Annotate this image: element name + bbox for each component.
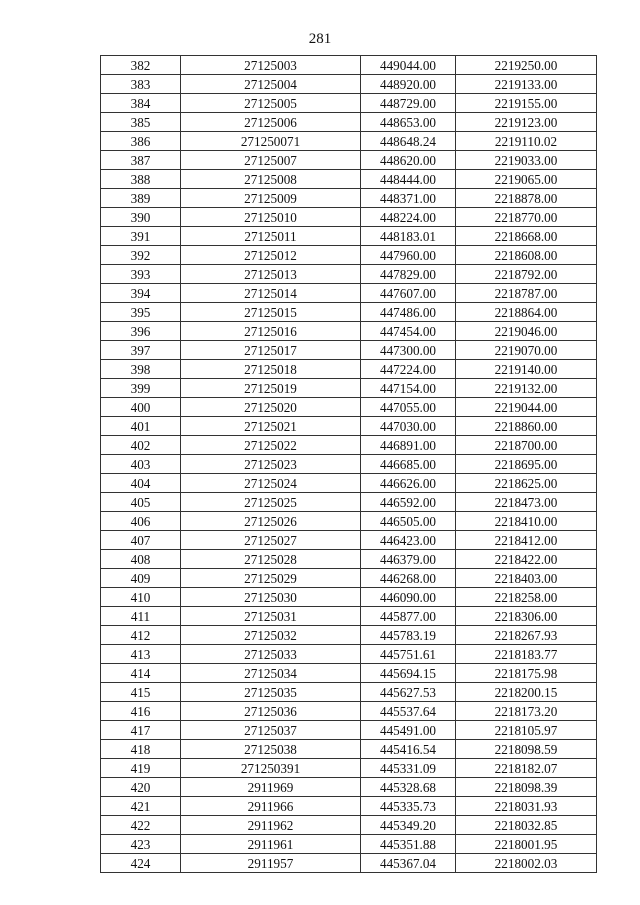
y-coordinate-cell: 2219155.00 xyxy=(456,94,597,113)
x-coordinate-cell: 448444.00 xyxy=(361,170,456,189)
point-code-cell: 2911962 xyxy=(181,816,361,835)
coordinates-table xyxy=(100,55,597,873)
y-coordinate-cell: 2219046.00 xyxy=(456,322,597,341)
point-code-cell: 27125019 xyxy=(181,379,361,398)
point-number-cell: 417 xyxy=(101,721,181,740)
table-row xyxy=(101,550,597,569)
table-row xyxy=(101,683,597,702)
x-coordinate-cell: 447055.00 xyxy=(361,398,456,417)
x-coordinate-cell: 446379.00 xyxy=(361,550,456,569)
x-coordinate-cell: 445877.00 xyxy=(361,607,456,626)
x-coordinate-cell: 447154.00 xyxy=(361,379,456,398)
x-coordinate-cell: 446685.00 xyxy=(361,455,456,474)
point-code-cell: 27125032 xyxy=(181,626,361,645)
point-number-cell: 404 xyxy=(101,474,181,493)
table-row xyxy=(101,417,597,436)
point-code-cell: 27125033 xyxy=(181,645,361,664)
point-code-cell: 27125023 xyxy=(181,455,361,474)
x-coordinate-cell: 447607.00 xyxy=(361,284,456,303)
point-code-cell: 27125005 xyxy=(181,94,361,113)
x-coordinate-cell: 447300.00 xyxy=(361,341,456,360)
point-code-cell: 27125026 xyxy=(181,512,361,531)
point-code-cell: 27125035 xyxy=(181,683,361,702)
x-coordinate-cell: 446423.00 xyxy=(361,531,456,550)
x-coordinate-cell: 446090.00 xyxy=(361,588,456,607)
point-number-cell: 383 xyxy=(101,75,181,94)
table-row xyxy=(101,436,597,455)
point-number-cell: 396 xyxy=(101,322,181,341)
point-code-cell: 27125010 xyxy=(181,208,361,227)
x-coordinate-cell: 445491.00 xyxy=(361,721,456,740)
point-number-cell: 401 xyxy=(101,417,181,436)
x-coordinate-cell: 446505.00 xyxy=(361,512,456,531)
table-row xyxy=(101,398,597,417)
point-code-cell: 271250391 xyxy=(181,759,361,778)
y-coordinate-cell: 2218032.85 xyxy=(456,816,597,835)
x-coordinate-cell: 446891.00 xyxy=(361,436,456,455)
point-number-cell: 390 xyxy=(101,208,181,227)
y-coordinate-cell: 2219132.00 xyxy=(456,379,597,398)
point-number-cell: 387 xyxy=(101,151,181,170)
table-row xyxy=(101,759,597,778)
point-code-cell: 2911969 xyxy=(181,778,361,797)
y-coordinate-cell: 2218098.59 xyxy=(456,740,597,759)
x-coordinate-cell: 447829.00 xyxy=(361,265,456,284)
table-row xyxy=(101,113,597,132)
point-code-cell: 27125011 xyxy=(181,227,361,246)
y-coordinate-cell: 2218625.00 xyxy=(456,474,597,493)
point-number-cell: 414 xyxy=(101,664,181,683)
point-number-cell: 399 xyxy=(101,379,181,398)
y-coordinate-cell: 2218306.00 xyxy=(456,607,597,626)
table-row xyxy=(101,797,597,816)
point-number-cell: 391 xyxy=(101,227,181,246)
point-code-cell: 27125036 xyxy=(181,702,361,721)
x-coordinate-cell: 448620.00 xyxy=(361,151,456,170)
x-coordinate-cell: 448183.01 xyxy=(361,227,456,246)
x-coordinate-cell: 446268.00 xyxy=(361,569,456,588)
point-number-cell: 394 xyxy=(101,284,181,303)
y-coordinate-cell: 2218175.98 xyxy=(456,664,597,683)
point-code-cell: 27125029 xyxy=(181,569,361,588)
table-row xyxy=(101,303,597,322)
table-row xyxy=(101,227,597,246)
point-number-cell: 423 xyxy=(101,835,181,854)
y-coordinate-cell: 2219140.00 xyxy=(456,360,597,379)
x-coordinate-cell: 448648.24 xyxy=(361,132,456,151)
point-code-cell: 27125031 xyxy=(181,607,361,626)
point-number-cell: 384 xyxy=(101,94,181,113)
point-number-cell: 403 xyxy=(101,455,181,474)
x-coordinate-cell: 448920.00 xyxy=(361,75,456,94)
table-row xyxy=(101,56,597,75)
y-coordinate-cell: 2218700.00 xyxy=(456,436,597,455)
point-number-cell: 424 xyxy=(101,854,181,873)
table-row xyxy=(101,512,597,531)
point-code-cell: 27125006 xyxy=(181,113,361,132)
table-row xyxy=(101,170,597,189)
table-row xyxy=(101,94,597,113)
point-number-cell: 406 xyxy=(101,512,181,531)
table-row xyxy=(101,835,597,854)
table-row xyxy=(101,322,597,341)
point-number-cell: 419 xyxy=(101,759,181,778)
table-row xyxy=(101,474,597,493)
table-row xyxy=(101,189,597,208)
point-number-cell: 422 xyxy=(101,816,181,835)
y-coordinate-cell: 2218098.39 xyxy=(456,778,597,797)
point-number-cell: 397 xyxy=(101,341,181,360)
y-coordinate-cell: 2218668.00 xyxy=(456,227,597,246)
x-coordinate-cell: 448371.00 xyxy=(361,189,456,208)
point-number-cell: 395 xyxy=(101,303,181,322)
table-row xyxy=(101,75,597,94)
point-number-cell: 416 xyxy=(101,702,181,721)
y-coordinate-cell: 2218608.00 xyxy=(456,246,597,265)
x-coordinate-cell: 445694.15 xyxy=(361,664,456,683)
x-coordinate-cell: 445783.19 xyxy=(361,626,456,645)
point-code-cell: 27125022 xyxy=(181,436,361,455)
y-coordinate-cell: 2218173.20 xyxy=(456,702,597,721)
x-coordinate-cell: 447224.00 xyxy=(361,360,456,379)
y-coordinate-cell: 2218792.00 xyxy=(456,265,597,284)
y-coordinate-cell: 2218695.00 xyxy=(456,455,597,474)
y-coordinate-cell: 2218770.00 xyxy=(456,208,597,227)
x-coordinate-cell: 447030.00 xyxy=(361,417,456,436)
table-row xyxy=(101,778,597,797)
table-row xyxy=(101,455,597,474)
x-coordinate-cell: 445349.20 xyxy=(361,816,456,835)
point-number-cell: 409 xyxy=(101,569,181,588)
point-code-cell: 27125018 xyxy=(181,360,361,379)
x-coordinate-cell: 445367.04 xyxy=(361,854,456,873)
x-coordinate-cell: 445335.73 xyxy=(361,797,456,816)
table-row xyxy=(101,379,597,398)
table-row xyxy=(101,645,597,664)
table-row xyxy=(101,569,597,588)
x-coordinate-cell: 445351.88 xyxy=(361,835,456,854)
y-coordinate-cell: 2218403.00 xyxy=(456,569,597,588)
y-coordinate-cell: 2218002.03 xyxy=(456,854,597,873)
y-coordinate-cell: 2219070.00 xyxy=(456,341,597,360)
x-coordinate-cell: 445328.68 xyxy=(361,778,456,797)
point-code-cell: 27125027 xyxy=(181,531,361,550)
table-row xyxy=(101,607,597,626)
point-code-cell: 2911966 xyxy=(181,797,361,816)
point-code-cell: 27125024 xyxy=(181,474,361,493)
table-row xyxy=(101,664,597,683)
point-number-cell: 412 xyxy=(101,626,181,645)
y-coordinate-cell: 2219133.00 xyxy=(456,75,597,94)
point-number-cell: 389 xyxy=(101,189,181,208)
x-coordinate-cell: 447454.00 xyxy=(361,322,456,341)
point-number-cell: 398 xyxy=(101,360,181,379)
x-coordinate-cell: 445751.61 xyxy=(361,645,456,664)
x-coordinate-cell: 448224.00 xyxy=(361,208,456,227)
point-number-cell: 420 xyxy=(101,778,181,797)
point-number-cell: 408 xyxy=(101,550,181,569)
y-coordinate-cell: 2218001.95 xyxy=(456,835,597,854)
y-coordinate-cell: 2218200.15 xyxy=(456,683,597,702)
point-number-cell: 400 xyxy=(101,398,181,417)
y-coordinate-cell: 2218864.00 xyxy=(456,303,597,322)
y-coordinate-cell: 2218473.00 xyxy=(456,493,597,512)
point-code-cell: 27125012 xyxy=(181,246,361,265)
y-coordinate-cell: 2218105.97 xyxy=(456,721,597,740)
table-row xyxy=(101,341,597,360)
point-code-cell: 27125014 xyxy=(181,284,361,303)
table-row xyxy=(101,246,597,265)
x-coordinate-cell: 445331.09 xyxy=(361,759,456,778)
point-code-cell: 27125020 xyxy=(181,398,361,417)
point-number-cell: 388 xyxy=(101,170,181,189)
point-number-cell: 402 xyxy=(101,436,181,455)
x-coordinate-cell: 445537.64 xyxy=(361,702,456,721)
point-code-cell: 27125017 xyxy=(181,341,361,360)
table-row xyxy=(101,854,597,873)
y-coordinate-cell: 2218410.00 xyxy=(456,512,597,531)
x-coordinate-cell: 449044.00 xyxy=(361,56,456,75)
point-code-cell: 27125016 xyxy=(181,322,361,341)
x-coordinate-cell: 445416.54 xyxy=(361,740,456,759)
y-coordinate-cell: 2218878.00 xyxy=(456,189,597,208)
table-row xyxy=(101,740,597,759)
point-code-cell: 27125007 xyxy=(181,151,361,170)
x-coordinate-cell: 446626.00 xyxy=(361,474,456,493)
point-code-cell: 27125030 xyxy=(181,588,361,607)
y-coordinate-cell: 2218422.00 xyxy=(456,550,597,569)
x-coordinate-cell: 448729.00 xyxy=(361,94,456,113)
point-number-cell: 385 xyxy=(101,113,181,132)
table-row xyxy=(101,721,597,740)
y-coordinate-cell: 2218860.00 xyxy=(456,417,597,436)
point-number-cell: 418 xyxy=(101,740,181,759)
point-number-cell: 392 xyxy=(101,246,181,265)
table-row xyxy=(101,151,597,170)
point-number-cell: 407 xyxy=(101,531,181,550)
point-number-cell: 405 xyxy=(101,493,181,512)
y-coordinate-cell: 2219033.00 xyxy=(456,151,597,170)
table-row xyxy=(101,816,597,835)
point-number-cell: 411 xyxy=(101,607,181,626)
x-coordinate-cell: 445627.53 xyxy=(361,683,456,702)
point-code-cell: 2911957 xyxy=(181,854,361,873)
y-coordinate-cell: 2218182.07 xyxy=(456,759,597,778)
y-coordinate-cell: 2218412.00 xyxy=(456,531,597,550)
y-coordinate-cell: 2219044.00 xyxy=(456,398,597,417)
point-code-cell: 27125013 xyxy=(181,265,361,284)
table-row xyxy=(101,493,597,512)
point-code-cell: 27125038 xyxy=(181,740,361,759)
point-number-cell: 421 xyxy=(101,797,181,816)
point-number-cell: 415 xyxy=(101,683,181,702)
table-row xyxy=(101,588,597,607)
table-row xyxy=(101,626,597,645)
y-coordinate-cell: 2218258.00 xyxy=(456,588,597,607)
y-coordinate-cell: 2219250.00 xyxy=(456,56,597,75)
table-row xyxy=(101,265,597,284)
point-code-cell: 27125037 xyxy=(181,721,361,740)
point-number-cell: 410 xyxy=(101,588,181,607)
point-code-cell: 2911961 xyxy=(181,835,361,854)
point-number-cell: 382 xyxy=(101,56,181,75)
point-code-cell: 27125028 xyxy=(181,550,361,569)
table-row xyxy=(101,360,597,379)
x-coordinate-cell: 446592.00 xyxy=(361,493,456,512)
point-code-cell: 27125015 xyxy=(181,303,361,322)
x-coordinate-cell: 448653.00 xyxy=(361,113,456,132)
point-code-cell: 27125004 xyxy=(181,75,361,94)
point-code-cell: 27125025 xyxy=(181,493,361,512)
y-coordinate-cell: 2218031.93 xyxy=(456,797,597,816)
point-code-cell: 271250071 xyxy=(181,132,361,151)
y-coordinate-cell: 2218183.77 xyxy=(456,645,597,664)
point-code-cell: 27125034 xyxy=(181,664,361,683)
point-code-cell: 27125009 xyxy=(181,189,361,208)
x-coordinate-cell: 447486.00 xyxy=(361,303,456,322)
point-number-cell: 413 xyxy=(101,645,181,664)
y-coordinate-cell: 2218267.93 xyxy=(456,626,597,645)
y-coordinate-cell: 2218787.00 xyxy=(456,284,597,303)
point-number-cell: 393 xyxy=(101,265,181,284)
point-number-cell: 386 xyxy=(101,132,181,151)
y-coordinate-cell: 2219110.02 xyxy=(456,132,597,151)
page-number: 281 xyxy=(308,31,332,47)
y-coordinate-cell: 2219123.00 xyxy=(456,113,597,132)
table-row xyxy=(101,132,597,151)
table-row xyxy=(101,531,597,550)
point-code-cell: 27125021 xyxy=(181,417,361,436)
point-code-cell: 27125003 xyxy=(181,56,361,75)
table-row xyxy=(101,284,597,303)
table-body xyxy=(101,56,597,873)
table-row xyxy=(101,208,597,227)
point-code-cell: 27125008 xyxy=(181,170,361,189)
x-coordinate-cell: 447960.00 xyxy=(361,246,456,265)
y-coordinate-cell: 2219065.00 xyxy=(456,170,597,189)
table-row xyxy=(101,702,597,721)
